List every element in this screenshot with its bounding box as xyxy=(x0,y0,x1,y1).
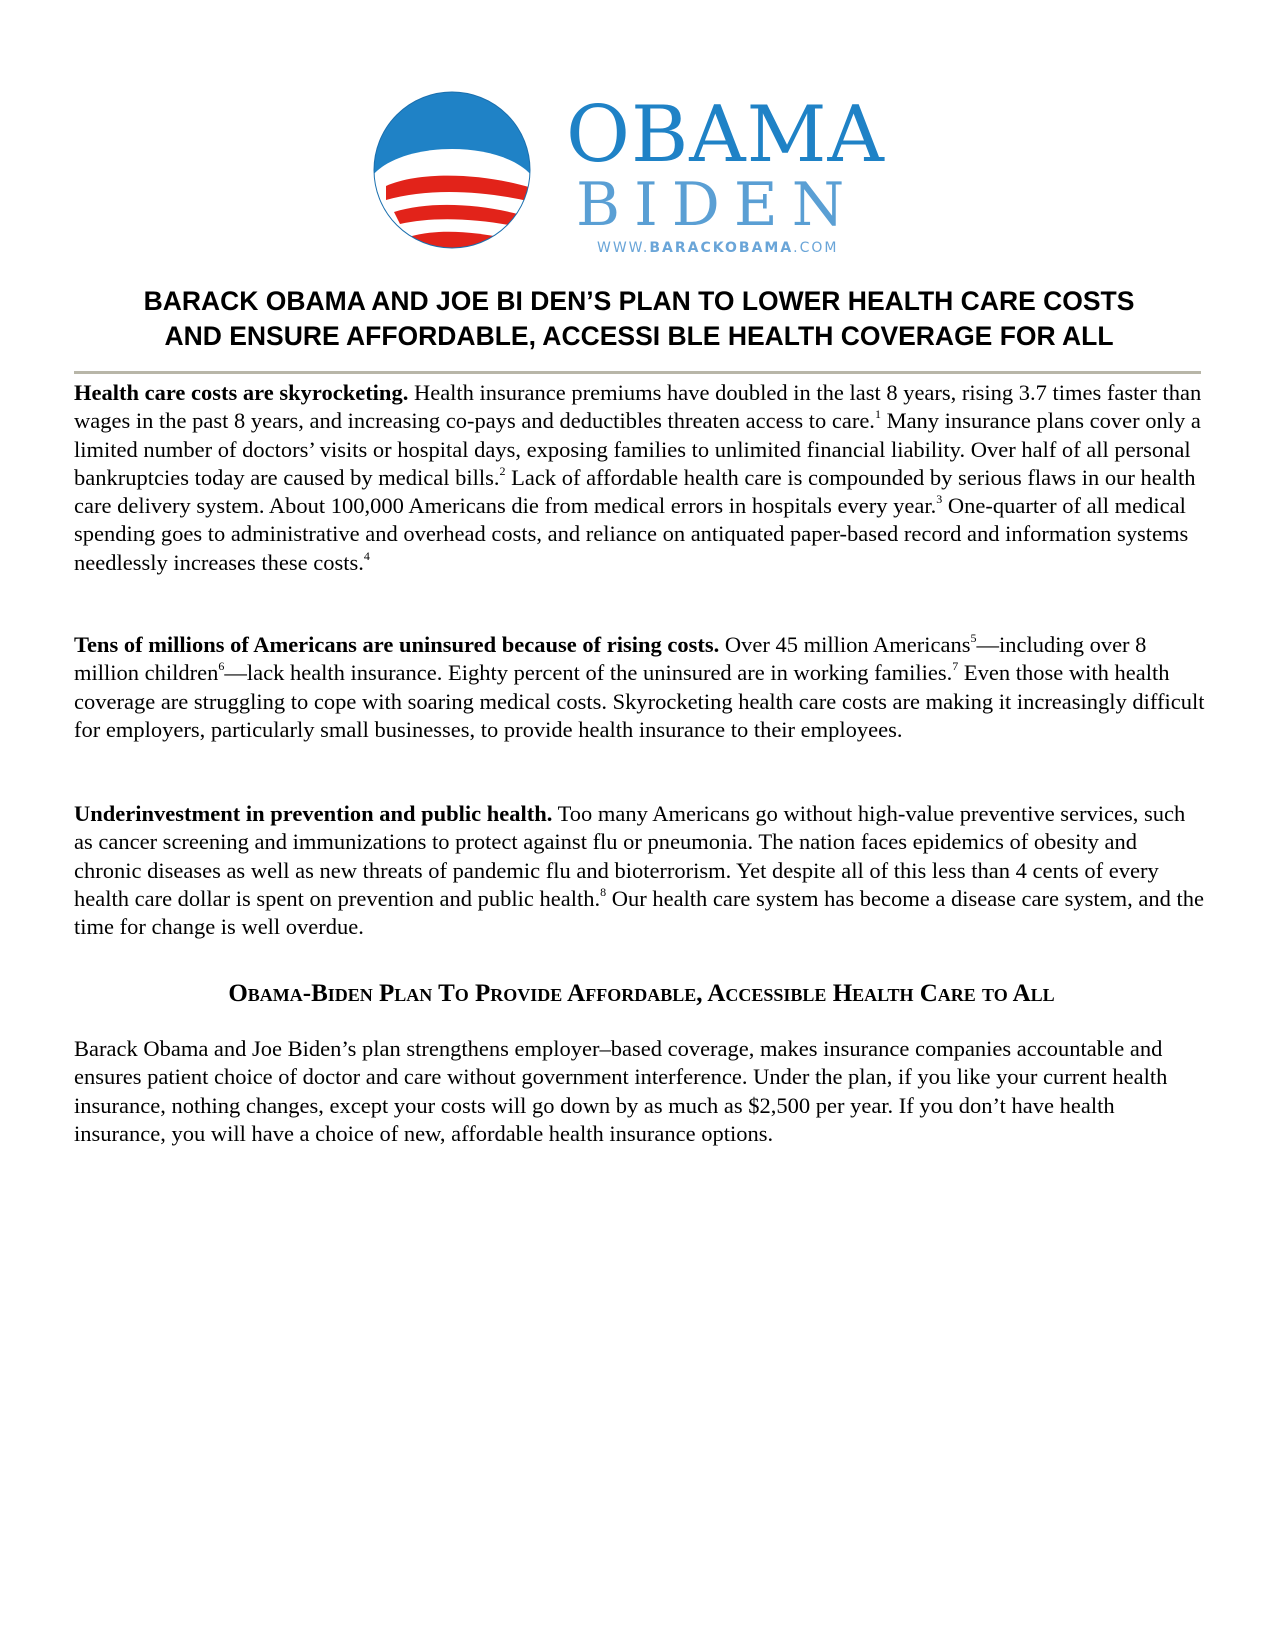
logo-obama-text: OBAMA xyxy=(566,90,885,180)
title-line-2: AND ENSURE AFFORDABLE, ACCESSI BLE HEALTH COVERAGE FOR ALL xyxy=(164,321,1114,351)
footnote-ref: 1 xyxy=(874,407,881,422)
paragraph-health-costs: Health care costs are skyrocketing. Health insurance premiums have doubled in the last 8 years, rising 3.7 times faster than wages in the past 8 years, and increasing co-pays and deductibles threaten access to care.$^1$ Many insurance plans cover only a limited number of doctors’ visits or hospital days, exposing families to unlimited financial liability. Over half of all personal bankruptcies today are caused by medical bills.$^2$ Lack of affordable health care is compounded by serious flaws in our health care delivery system. About 100,000 Americans die from medical errors in hospitals every year.$^3$ One-quarter of all medical spending goes to administrative and overhead costs, and reliance on antiquated paper-based record and information systems needlessly increases these costs.$^4$ xyxy=(74,380,1202,575)
footnote-ref: 3 xyxy=(936,492,943,507)
footnote-ref: 4 xyxy=(363,548,370,563)
title-divider xyxy=(74,371,1201,374)
logo-biden-text: BIDEN xyxy=(576,170,859,240)
paragraph-lead: Underinvestment in prevention and public health. xyxy=(74,801,553,826)
paragraph-prevention: Underinvestment in prevention and public health. Too many Americans go without high-value preventive services, such as cancer screening and immunizations to protect against flu or pneumonia. The nation faces epidemics of obesity and chronic diseases as well as new threats of pandemic flu and bioterrorism. Yet despite all of this less than 4 cents of every health care dollar is spent on prevention and public health.$^8$ Our health care system has become a disease care system, and the time for change is well overdue. xyxy=(74,801,1204,940)
footnote-ref: 6 xyxy=(218,659,225,674)
section-heading: Obama-Biden Plan To Provide Affordable, Accessible Health Care to All xyxy=(228,980,1055,1007)
footnote-ref: 7 xyxy=(952,659,959,674)
paragraph-lead: Tens of millions of Americans are uninsured because of rising costs. xyxy=(74,632,720,657)
rising-sun-logo-icon xyxy=(372,90,532,250)
footnote-ref: 5 xyxy=(970,631,977,645)
obama-biden-logo xyxy=(372,90,892,260)
title-line-1: BARACK OBAMA AND JOE BI DEN’S PLAN TO LOWER HEALTH CARE COSTS xyxy=(143,286,1135,316)
logo-url-text: WWW.BARACKOBAMA.COM xyxy=(597,240,839,256)
paragraph-plan-summary: Barack Obama and Joe Biden’s plan strengthens employer–based coverage, makes insurance companies accountable and ensures patient choice of doctor and care without government interference. Under the plan, if you like your current health insurance, nothing changes, except your costs will go down by as much as $2,500 per year. If you don’t have health insurance, you will have a choice of new, affordable health insurance options. xyxy=(74,1036,1168,1146)
paragraph-lead: Health care costs are skyrocketing. xyxy=(74,380,409,405)
footnote-ref: 8 xyxy=(600,884,607,899)
footnote-ref: 2 xyxy=(499,463,506,478)
paragraph-uninsured: Tens of millions of Americans are uninsured because of rising costs. Over 45 million Americans$^5$—including over 8 million children$^6$—lack health insurance. Eighty percent of the uninsured are in working families.$^7$ Even those with health coverage are struggling to cope with soaring medical costs. Skyrocketing health care costs are making it increasingly difficult for employers, particularly small businesses, to provide health insurance to their employees. xyxy=(74,631,1205,742)
page-title xyxy=(74,284,1204,354)
